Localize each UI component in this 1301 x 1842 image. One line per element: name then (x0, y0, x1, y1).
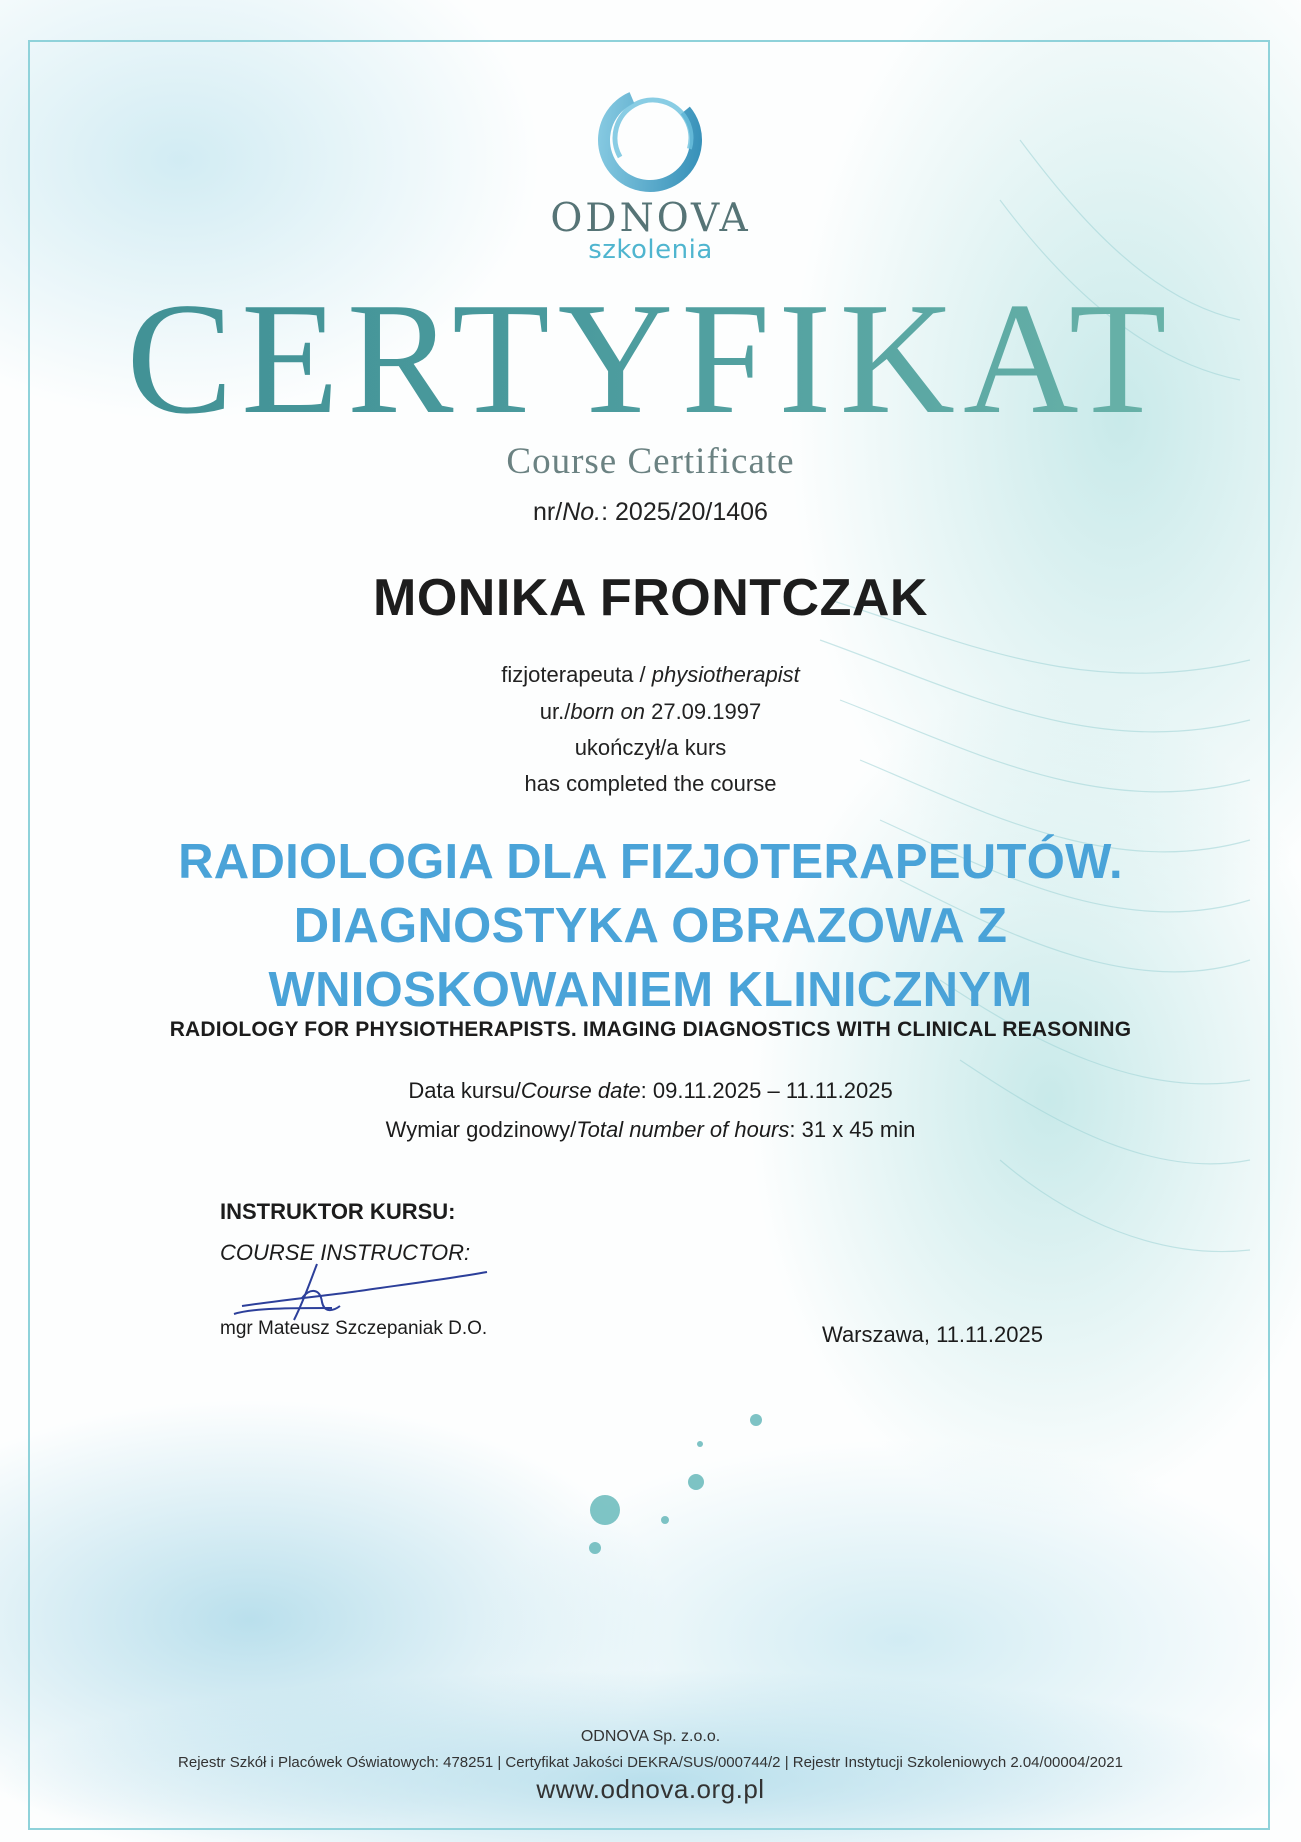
course-title-pl (0, 830, 1301, 1022)
hours-label-pl: Wymiar godzinowy/ (385, 1117, 577, 1142)
instructor-signature (232, 1262, 492, 1322)
hours-value: : 31 x 45 min (789, 1117, 916, 1142)
certificate-subtitle: Course Certificate (506, 441, 795, 482)
course-hours (0, 1117, 1301, 1143)
brand-name: ODNOVA (550, 196, 751, 241)
swirl-circle-logo-icon (585, 78, 715, 203)
brand-subtitle: szkolenia (588, 235, 713, 265)
certificate-number (0, 498, 1301, 527)
completed-en: has completed the course (524, 771, 777, 796)
footer-website: www.odnova.org.pl (536, 1774, 765, 1804)
date-value: : 09.11.2025 – 11.11.2025 (640, 1078, 893, 1103)
recipient-birth (0, 699, 1301, 725)
profession-pl: fizjoterapeuta / (501, 662, 652, 687)
number-label-pl: nr/ (533, 498, 563, 526)
certificate-title: CERTYFIKAT (0, 278, 1301, 438)
course-title-line: WNIOSKOWANIEM KLINICZNYM (268, 963, 1033, 1017)
instructor-heading-en: COURSE INSTRUCTOR: (220, 1240, 471, 1265)
born-date: 27.09.1997 (644, 699, 762, 724)
instructor-heading-pl: INSTRUKTOR KURSU: (220, 1199, 456, 1224)
number-value: : 2025/20/1406 (601, 498, 768, 526)
born-en: born on (570, 699, 645, 724)
course-title-en: RADIOLOGY FOR PHYSIOTHERAPISTS. IMAGING DIAGNOSTICS WITH CLINICAL REASONING (169, 1018, 1132, 1041)
date-label-pl: Data kursu/ (408, 1078, 521, 1103)
course-date (0, 1078, 1301, 1104)
course-title-line: DIAGNOSTYKA OBRAZOWA Z (293, 899, 1008, 953)
place-and-date: Warszawa, 11.11.2025 (822, 1322, 1043, 1347)
date-label-en: Course date (520, 1078, 641, 1103)
course-title-line: RADIOLOGIA DLA FIZJOTERAPEUTÓW. (178, 835, 1123, 889)
born-pl: ur./ (539, 699, 571, 724)
profession-en: physiotherapist (651, 662, 800, 687)
hours-label-en: Total number of hours (576, 1117, 790, 1142)
recipient-profession (0, 662, 1301, 688)
footer-company: ODNOVA Sp. z.o.o. (580, 1728, 721, 1745)
completed-pl: ukończył/a kurs (574, 735, 727, 760)
footer-registers: Rejestr Szkół i Placówek Oświatowych: 478251 | Certyfikat Jakości DEKRA/SUS/000744/2 | Rejestr Instytucji Szkoleniowych 2.04/00004/2021 (178, 1754, 1123, 1771)
instructor-name: mgr Mateusz Szczepaniak D.O. (220, 1318, 488, 1339)
recipient-name: MONIKA FRONTCZAK (373, 569, 928, 627)
number-label-en: No. (562, 498, 602, 526)
